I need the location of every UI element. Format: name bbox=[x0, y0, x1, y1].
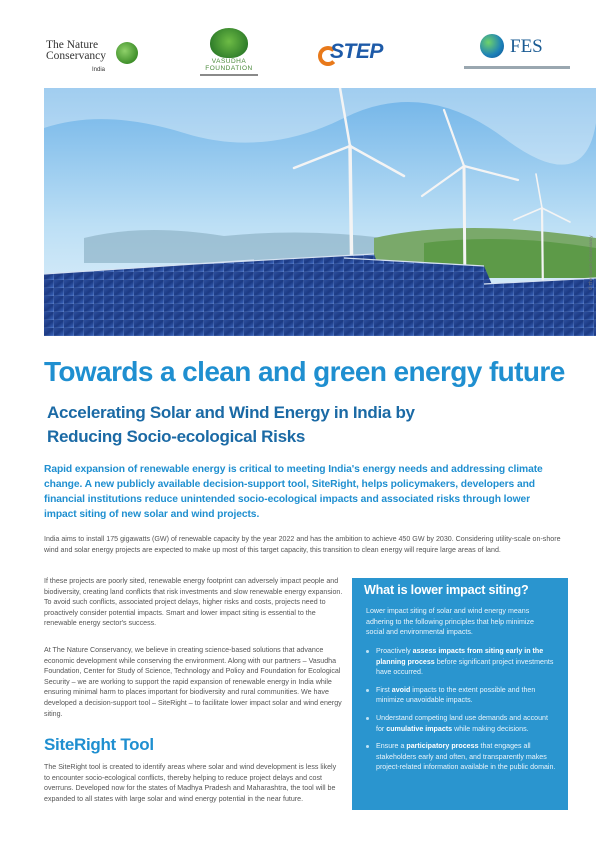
list-item: First avoid impacts to the extent possible and then minimize unavoidable impacts. bbox=[362, 685, 560, 706]
sidebar-box bbox=[352, 578, 568, 810]
vasudha-tree-icon bbox=[210, 28, 248, 58]
section-heading-siteright: SiteRight Tool bbox=[44, 735, 154, 754]
sidebar-heading: What is lower impact siting? bbox=[364, 583, 529, 597]
cstep-logo bbox=[318, 40, 396, 70]
intro-paragraph: India aims to install 175 gigawatts (GW) of renewable capacity by the year 2022 and has the ambition to achieve 450 GW by 2030. Considering utility-scale on-shore wind and solar energy projects are expected to make up most of this target capacity, this transition to clean energy will require large areas of land. bbox=[44, 535, 561, 554]
fes-globe-icon bbox=[480, 34, 504, 58]
list-item: Understand competing land use demands and account for cumulative impacts while making decisions. bbox=[362, 713, 560, 734]
sidebar-intro: Lower impact siting of solar and wind energy means adhering to the following principles that help minimize social and environmental impacts. bbox=[366, 607, 534, 637]
wind-solar-landscape-image bbox=[44, 88, 596, 336]
photo-credit: © The Nature Conservancy bbox=[588, 235, 593, 290]
body-paragraph-1: If these projects are poorly sited, renewable energy footprint can adversely impact people and biodiversity, creating land conflicts that risk investments and slow renewable energy expansion. To avoid such conflicts, associated project delays, higher risks and costs, projects need to proactively consider potential impacts. Smart and lower impact siting is essential to the renewable energy sector's success. bbox=[44, 577, 343, 628]
page-title: Towards a clean and green energy future bbox=[44, 356, 565, 387]
tnc-globe-icon bbox=[116, 42, 138, 64]
list-item: Proactively assess impacts from siting early in the planning process before significant project investments have occurred. bbox=[362, 646, 560, 678]
body-paragraph-3: The SiteRight tool is created to identify areas where solar and wind development is less likely to encounter socio-ecological conflicts, thereby helping to reduce project delays and cost overruns. Developed now for the states of Madhya Pradesh and Maharashtra, the tool will be expanded to all states with large solar and wind energy potential in the near future. bbox=[44, 763, 337, 803]
hero-photo bbox=[44, 88, 596, 336]
cstep-logo-text: STEP bbox=[330, 40, 383, 63]
fes-tagline-bar bbox=[464, 66, 570, 69]
vasudha-divider bbox=[200, 74, 258, 76]
partner-logos bbox=[0, 0, 612, 88]
fes-logo bbox=[462, 34, 572, 74]
list-item: Ensure a participatory process that engages all stakeholders early and often, and transparently makes project-related information available in the public domain. bbox=[362, 741, 560, 773]
page-subtitle: Accelerating Solar and Wind Energy in India by Reducing Socio-ecological Risks bbox=[47, 403, 415, 446]
principles-list bbox=[362, 646, 560, 780]
tnc-logo-text: The Nature Conservancy bbox=[46, 39, 107, 62]
body-paragraph-2: At The Nature Conservancy, we believe in creating science-based solutions that advance economic development while conserving the environment. Along with our partners – Vasudha Foundation, Center for Study of Science, Technology and Policy and Foundation for Ecological Security – we are working to support the rapid expansion of renewable energy in India while ensuring minimal harm to places important for biodiversity and rural communities. We have developed a decision-support tool – SiteRight – to facilitate lower impact solar and wind energy siting. bbox=[44, 646, 342, 718]
tnc-logo bbox=[46, 40, 146, 76]
tnc-logo-sub: India bbox=[92, 67, 106, 73]
vasudha-logo bbox=[196, 28, 262, 80]
lead-paragraph: Rapid expansion of renewable energy is critical to meeting India's energy needs and addressing climate change. A new publicly available decision-support tool, SiteRight, helps policymakers, developers and financial institutions reduce unintended socio-ecological impacts and associated risks through lower impact siting of new solar and wind projects. bbox=[44, 464, 543, 520]
vasudha-logo-text: VASUDHA FOUNDATION bbox=[205, 58, 253, 72]
fes-logo-text: FES bbox=[510, 36, 543, 57]
